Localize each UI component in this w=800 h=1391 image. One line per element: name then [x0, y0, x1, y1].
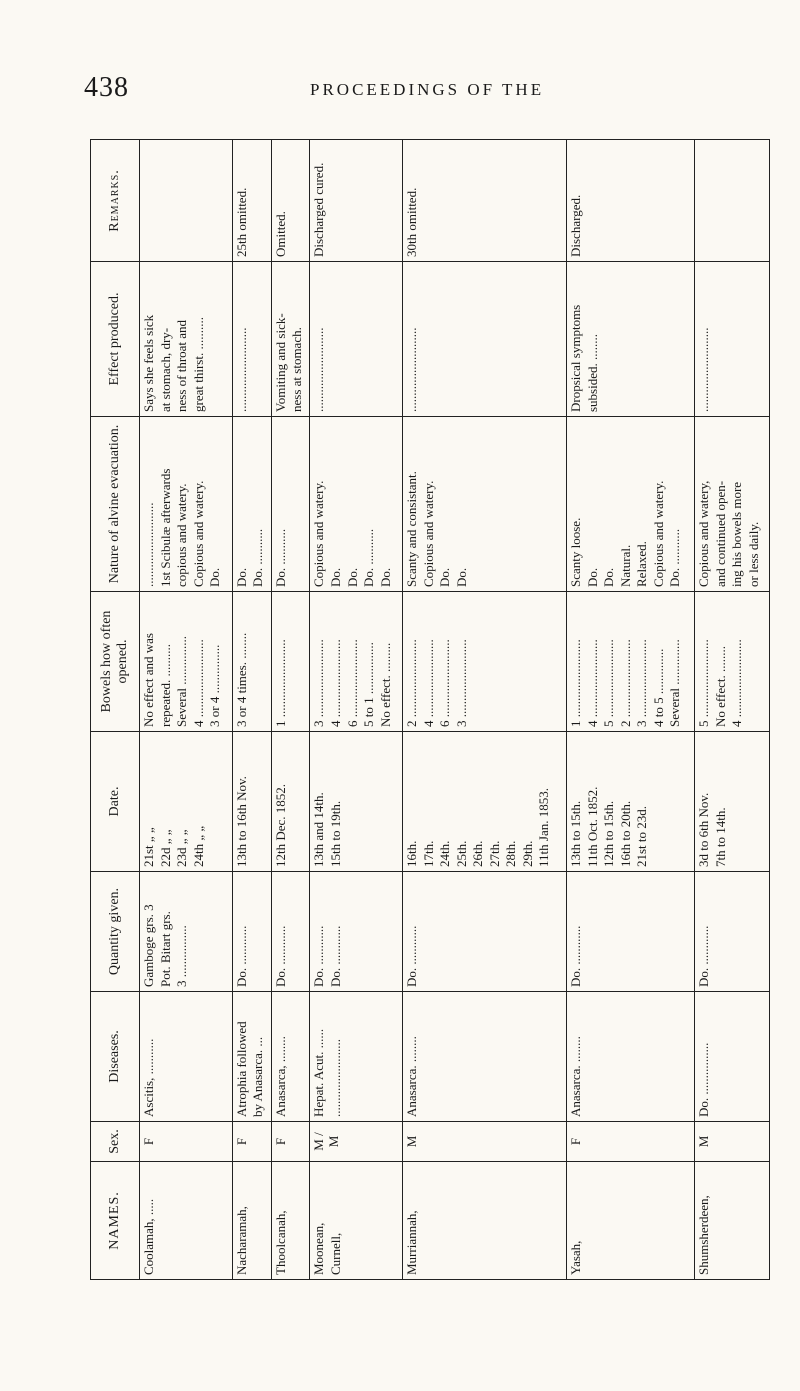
cell-remarks	[232, 140, 271, 262]
cell-line: Copious and watery.	[190, 480, 206, 587]
cell-line: ness at stomach.	[289, 327, 305, 412]
cell-bowels	[232, 592, 271, 732]
cell-line: 16th.	[404, 840, 419, 867]
cell-sex: M / M	[310, 1122, 403, 1162]
cell-line: Do. ............	[568, 925, 583, 987]
cell-line: Do. ............	[272, 925, 288, 987]
cell-sex: F	[271, 1122, 310, 1162]
running-title: PROCEEDINGS OF THE	[310, 80, 545, 99]
cell-sex: F	[140, 1122, 233, 1162]
cell-bowels	[403, 592, 567, 732]
cell-quantity	[695, 872, 770, 992]
cell-line: 2 ........................	[617, 639, 633, 727]
cell-date	[403, 732, 567, 872]
cell-line: Do. ...........	[272, 528, 288, 587]
column-header-bowels: Bowels how often opened.	[91, 592, 140, 732]
column-header-effect: Effect produced.	[91, 262, 140, 417]
cell-line: Copious and watery.	[311, 480, 327, 587]
cell-line: Discharged.	[568, 194, 583, 257]
column-header-date: Date.	[91, 732, 140, 872]
cell-line: 29th.	[519, 840, 535, 867]
cell-name	[403, 1162, 567, 1280]
cell-effect	[403, 262, 567, 417]
column-header-remarks: Remarks.	[91, 140, 140, 262]
cell-line: 17th.	[420, 840, 436, 867]
page-number: 438	[84, 72, 129, 103]
cell-line: Copious and watery,	[696, 480, 712, 587]
cell-line: Do.	[453, 567, 469, 587]
cell-name	[140, 1162, 233, 1280]
cell-line: ..........................	[311, 327, 327, 412]
cell-line: 3 ........................	[453, 639, 469, 727]
cell-line: 3d to 6th Nov.	[696, 792, 712, 867]
cell-line: 22d „ „	[157, 829, 173, 867]
cell-line: 26th.	[470, 840, 486, 867]
table-row	[310, 140, 403, 1280]
cell-line: and continued open-	[712, 480, 728, 587]
cell-line: Nacharamah,	[233, 1206, 249, 1275]
cell-name	[310, 1162, 403, 1280]
cell-line: 13th to 15th.	[568, 800, 583, 867]
cell-line: Natural.	[617, 544, 633, 587]
cell-bowels	[140, 592, 233, 732]
case-table	[90, 139, 770, 1280]
cell-effect	[271, 262, 310, 417]
cell-line: Atrophia followed	[233, 1021, 249, 1117]
cell-remarks	[310, 140, 403, 262]
column-header-nature: Nature of alvine evacuation.	[91, 417, 140, 592]
cell-line: by Anasarca. ...	[250, 1036, 266, 1117]
cell-line: Scanty and consistant.	[404, 471, 419, 587]
table-row	[271, 140, 310, 1280]
cell-nature	[140, 417, 233, 592]
cell-line: Several ..............	[667, 639, 683, 727]
cell-name	[567, 1162, 695, 1280]
cell-date	[695, 732, 770, 872]
cell-line: 25th omitted.	[233, 187, 249, 257]
cell-date	[567, 732, 695, 872]
cell-disease	[695, 992, 770, 1122]
cell-line: 4 ........................	[420, 639, 436, 727]
cell-quantity	[271, 872, 310, 992]
cell-line: Scanty loose.	[568, 517, 583, 587]
cell-line: Anasarca. ........	[568, 1036, 583, 1117]
cell-line: 5 ........................	[696, 639, 712, 727]
cell-line: 23d „ „	[174, 829, 190, 867]
cell-line: Do. ............	[311, 925, 327, 987]
cell-line: 12th to 15th.	[601, 800, 617, 867]
cell-line: Discharged cured.	[311, 162, 327, 257]
cell-line: 7th to 14th.	[712, 807, 728, 867]
cell-line: 11th Jan. 1853.	[536, 788, 552, 867]
cell-line: Do.	[344, 567, 360, 587]
cell-date	[271, 732, 310, 872]
cell-remarks	[403, 140, 567, 262]
cell-line: 24th „ „	[190, 825, 206, 867]
cell-nature	[232, 417, 271, 592]
cell-line: Copious and watery.	[650, 480, 666, 587]
cell-line: 3 or 4 times. ........	[233, 632, 249, 727]
cell-line: ness of throat and	[174, 319, 190, 412]
cell-line: 4 ........................	[328, 639, 343, 727]
cell-line: No effect. ........	[712, 646, 728, 727]
cell-line: ........................	[328, 1039, 343, 1117]
cell-name	[271, 1162, 310, 1280]
cell-line: Do.	[328, 567, 343, 587]
cell-line: Do. ............	[328, 925, 343, 987]
cell-line: 5 ........................	[601, 639, 617, 727]
cell-line: 21st „ „	[141, 827, 156, 867]
cell-sex: M	[695, 1122, 770, 1162]
cell-line: 4 to 5 ..............	[650, 648, 666, 727]
cell-line: repeated. ..........	[157, 643, 173, 727]
table-row	[140, 140, 233, 1280]
table-row	[403, 140, 567, 1280]
cell-name	[232, 1162, 271, 1280]
cell-date	[310, 732, 403, 872]
cell-line: 6 ........................	[437, 639, 453, 727]
cell-line: ing his bowels more	[729, 481, 745, 587]
cell-line: Do. ............	[233, 925, 249, 987]
cell-effect	[310, 262, 403, 417]
cell-disease	[232, 992, 271, 1122]
cell-nature	[695, 417, 770, 592]
cell-effect	[140, 262, 233, 417]
cell-line: Do. ...........	[361, 528, 377, 587]
cell-line: 4 ........................	[584, 639, 600, 727]
cell-line: Do.	[377, 567, 393, 587]
cell-quantity	[403, 872, 567, 992]
cell-quantity	[140, 872, 233, 992]
cell-line: Thoolcanah,	[272, 1210, 288, 1275]
cell-quantity	[567, 872, 695, 992]
cell-date	[140, 732, 233, 872]
cell-line: 30th omitted.	[404, 187, 419, 257]
cell-sex: F	[567, 1122, 695, 1162]
cell-bowels	[271, 592, 310, 732]
cell-line: subsided. ........	[584, 334, 600, 412]
cell-line: Do. ...........	[667, 528, 683, 587]
cell-disease	[310, 992, 403, 1122]
cell-line: 15th to 19th.	[328, 800, 343, 867]
cell-line: 1 ........................	[568, 639, 583, 727]
cell-line: Anasarca, ........	[272, 1036, 288, 1117]
cell-disease	[567, 992, 695, 1122]
cell-line: 25th.	[453, 840, 469, 867]
cell-nature	[310, 417, 403, 592]
column-header-names: NAMES.	[91, 1162, 140, 1280]
cell-line: Pot. Bitart grs.	[157, 911, 173, 987]
cell-line: No effect and was	[141, 633, 156, 727]
cell-disease	[271, 992, 310, 1122]
cell-line: Several ...............	[174, 636, 190, 727]
cell-quantity	[310, 872, 403, 992]
cell-line: 16th to 20th.	[617, 800, 633, 867]
cell-line: Coolamah, .....	[141, 1198, 156, 1275]
cell-line: or less daily.	[745, 521, 761, 587]
cell-line: Hepat. Acut. ......	[311, 1028, 327, 1117]
cell-line: Do. ................	[696, 1042, 712, 1117]
cell-line: 12th Dec. 1852.	[272, 783, 288, 867]
cell-sex: M	[403, 1122, 567, 1162]
cell-line: ..........................	[141, 502, 156, 587]
column-header-quantity: Quantity given.	[91, 872, 140, 992]
cell-line: Anasarca. ........	[404, 1036, 419, 1117]
cell-line: No effect. .........	[377, 642, 393, 727]
column-header-diseases: Diseases.	[91, 992, 140, 1122]
cell-line: Gamboge grs. 3	[141, 904, 156, 987]
cell-line: 4 ........................	[190, 639, 206, 727]
cell-line: 3 ........................	[311, 639, 327, 727]
cell-line: Do. ............	[404, 925, 419, 987]
cell-line: 13th to 16th Nov.	[233, 776, 249, 867]
cell-line: 1 ........................	[272, 639, 288, 727]
cell-line: Do.	[207, 567, 223, 587]
cell-remarks	[140, 140, 233, 262]
cell-line: 11th Oct. 1852.	[584, 786, 600, 867]
table-row	[232, 140, 271, 1280]
table-body	[140, 140, 770, 1280]
cell-line: Do.	[233, 567, 249, 587]
cell-date	[232, 732, 271, 872]
cell-line: 3 ................	[174, 925, 190, 987]
cell-line: 1st Scibulæ afterwards	[157, 468, 173, 587]
cell-line: ..........................	[233, 327, 249, 412]
cell-line: Curnell,	[328, 1232, 343, 1275]
cell-line: 2 ........................	[404, 639, 419, 727]
cell-line: 6 ........................	[344, 639, 360, 727]
cell-line: Do.	[601, 567, 617, 587]
cell-effect	[695, 262, 770, 417]
cell-remarks	[567, 140, 695, 262]
cell-effect	[567, 262, 695, 417]
cell-line: 4 ........................	[729, 639, 745, 727]
cell-bowels	[695, 592, 770, 732]
column-header-sex: Sex.	[91, 1122, 140, 1162]
cell-line: copious and watery.	[174, 483, 190, 587]
cell-line: Do. ...........	[250, 528, 266, 587]
cell-nature	[403, 417, 567, 592]
cell-name	[695, 1162, 770, 1280]
cell-line: 27th.	[486, 840, 502, 867]
cell-nature	[271, 417, 310, 592]
cell-nature	[567, 417, 695, 592]
table-row	[695, 140, 770, 1280]
cell-bowels	[567, 592, 695, 732]
cell-line: Says she feels sick	[141, 314, 156, 412]
cell-sex: F	[232, 1122, 271, 1162]
cell-line: Relaxed.	[634, 541, 650, 587]
cell-line: at stomach, dry-	[157, 327, 173, 412]
cell-line: Copious and watery.	[420, 480, 436, 587]
cell-remarks	[695, 140, 770, 262]
table-row	[567, 140, 695, 1280]
cell-line: Yasah,	[568, 1240, 583, 1275]
cell-line: 24th.	[437, 840, 453, 867]
cell-line: Murriannah,	[404, 1210, 419, 1275]
cell-line: 21st to 23d.	[634, 805, 650, 867]
cell-line: Do. ............	[696, 925, 712, 987]
cell-disease	[140, 992, 233, 1122]
cell-quantity	[232, 872, 271, 992]
cell-line: 28th.	[503, 840, 519, 867]
cell-line: Dropsical symptoms	[568, 304, 583, 412]
cell-effect	[232, 262, 271, 417]
cell-line: 3 or 4 ...............	[207, 644, 223, 727]
cell-line: Do.	[584, 567, 600, 587]
table-header-row	[91, 140, 140, 1280]
cell-line: 13th and 14th.	[311, 792, 327, 867]
cell-line: 5 to 1 ................	[361, 642, 377, 727]
cell-line: Moonean,	[311, 1222, 327, 1275]
cell-line: Omitted.	[272, 211, 288, 257]
cell-line: Ascitis, ...........	[141, 1038, 156, 1117]
cell-disease	[403, 992, 567, 1122]
cell-line: ..........................	[696, 327, 712, 412]
cell-line: ..........................	[404, 327, 419, 412]
cell-line: great thirst. ..........	[190, 317, 206, 412]
cell-bowels	[310, 592, 403, 732]
cell-line: Vomiting and sick-	[272, 313, 288, 412]
cell-line: Do.	[437, 567, 453, 587]
cell-line: 3 ........................	[634, 639, 650, 727]
page-header	[0, 70, 800, 110]
cell-remarks	[271, 140, 310, 262]
cell-line: Shumsherdeen,	[696, 1195, 712, 1275]
rotated-table-container	[90, 140, 770, 1280]
